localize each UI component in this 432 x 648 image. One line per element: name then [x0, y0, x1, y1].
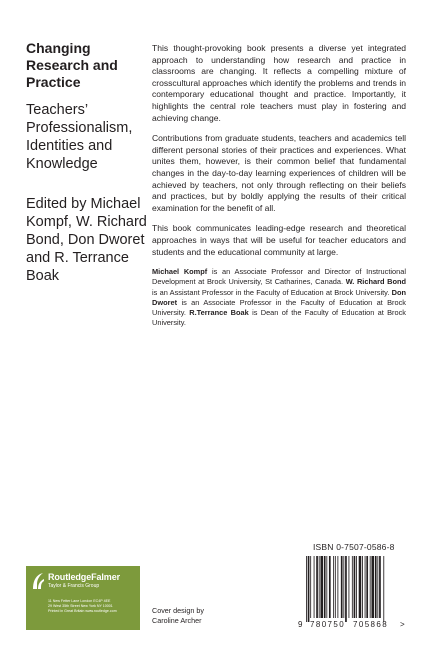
book-editors: Edited by Michael Kompf, W. Richard Bond, Don Dworet and R. Terrance Boak [26, 196, 147, 284]
author-bios [152, 267, 406, 328]
barcode-bar [366, 556, 368, 618]
barcode-bar [308, 556, 310, 622]
barcode-bar [320, 556, 323, 618]
publisher-address-line: 11 New Fetter Lane London EC4P 4EE [48, 599, 111, 603]
bio-name: Don Dworet [152, 287, 406, 307]
publisher-logo-block [26, 566, 140, 630]
barcode-bar [326, 556, 327, 618]
barcode-bar [310, 556, 311, 618]
cover-credit [152, 606, 204, 626]
barcode [296, 554, 408, 630]
barcode-bar [343, 556, 344, 618]
barcode-digit-first: 9 [298, 620, 303, 629]
barcode-bar [341, 556, 343, 618]
barcode-bar [335, 556, 336, 618]
barcode-bar [365, 556, 366, 618]
blurb-paragraph: Contributions from graduate students, teachers and academics tell different personal stories of their practices and experiences. What unites them, however, is their common belief that fundamental changes in the day-to-day learning experiences of children will be achieved by teachers, not only through reflecting on their beliefs and practices, but by boldly applying the results of their critical examination for the benefit of all. [152, 133, 406, 213]
blurb-paragraph: This thought-provoking book presents a diverse yet integrated approach to understanding how research and practice in classrooms are changing. It reflects a compelling mixture of crosscultural approaches which identify the problems and trends in contemporary educational thought and practice. Importantly, it highlights the central role teachers must play in fostering and achieving change. [152, 43, 406, 123]
barcode-bar [329, 556, 331, 618]
cover-credit-line: Caroline Archer [152, 616, 202, 625]
blurb-paragraph: This book communicates leading-edge research and theoretical approaches in ways that will be useful for teacher educators and students and the educational community at large. [152, 223, 406, 257]
barcode-digits-right: 705868 [353, 620, 389, 629]
bio-text: is an Associate Professor and Director of Instructional Development at Brock University, St Catharines, Canada. [152, 267, 406, 287]
cover-credit-line: Cover design by [152, 606, 204, 615]
publisher-address-line: 29 West 35th Street New York NY 10001 [48, 604, 113, 608]
book-subtitle: Teachers’ Professionalism, Identities and Knowledge [26, 102, 133, 172]
book-title-line: Research and [26, 57, 118, 73]
bio-name: R.Terrance Boak [189, 307, 249, 317]
barcode-bar [370, 556, 371, 618]
isbn-label: ISBN 0-7507-0586-8 [313, 542, 395, 552]
publisher-address-line: Printed in Great Britain www.routledge.com [48, 609, 117, 613]
publisher-name: RoutledgeFalmer [48, 572, 121, 582]
barcode-bars [306, 556, 384, 622]
rf-logo-icon [31, 572, 45, 590]
bio-text: is Dean of the Faculty of Education at Brock University. [152, 307, 407, 328]
barcode-bar [359, 556, 362, 618]
blurb [152, 43, 406, 258]
barcode-bar [306, 556, 307, 622]
barcode-bar [333, 556, 334, 618]
publisher-group: Taylor & Francis Group [48, 583, 100, 589]
barcode-bar [314, 556, 315, 618]
barcode-bar [377, 556, 378, 618]
barcode-end-mark: > [400, 620, 405, 629]
book-title-line: Changing [26, 40, 91, 56]
barcode-bar [324, 556, 326, 618]
barcode-bar [379, 556, 381, 618]
back-cover-text [152, 43, 406, 328]
barcode-bar [362, 556, 363, 618]
publisher-address [48, 599, 117, 614]
barcode-bar [352, 556, 353, 618]
bio-text: is an Assistant Professor in the Faculty of Education at Brock University. [152, 287, 392, 297]
book-heading [26, 40, 146, 285]
bio-name: Michael Kompf [152, 267, 208, 277]
barcode-bar [356, 556, 357, 618]
bio-text: is an Associate Professor in the Faculty of Education at Brock University. [152, 297, 406, 317]
barcode-bar [354, 556, 356, 618]
book-title [26, 40, 146, 91]
barcode-bar [337, 556, 338, 618]
barcode-bar [319, 556, 320, 618]
bio-name: W. Richard Bond [345, 277, 407, 287]
barcode-bar [345, 556, 347, 622]
book-title-line: Practice [26, 74, 81, 90]
barcode-bar [371, 556, 374, 618]
barcode-bar [375, 556, 377, 618]
barcode-graphic [296, 554, 408, 630]
barcode-bar [349, 556, 350, 618]
barcode-bar [316, 556, 318, 618]
barcode-digits-left: 780750 [310, 620, 346, 629]
barcode-bar [383, 556, 384, 622]
